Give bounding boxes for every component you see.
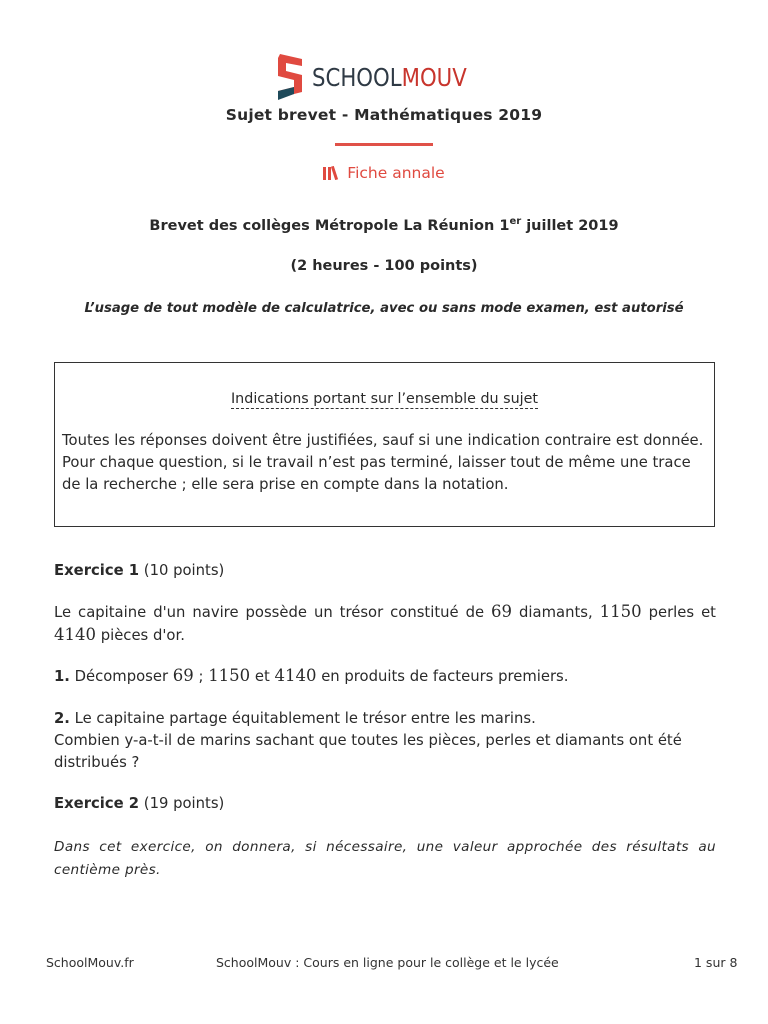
indications-line-2: Pour chaque question, si le travail n’est pas terminé, laisser tout de même une trace de la recherche ; elle sera prise en compte dans la notation. [62,454,691,494]
indications-line-1: Toutes les réponses doivent être justifiées, sauf si une indication contraire est donnée. [62,432,704,449]
calculator-note: L’usage de tout modèle de calculatrice, avec ou sans mode examen, est autorisé [84,301,684,316]
exam-title-ordinal: er [509,216,522,227]
library-books-icon [323,166,343,184]
math-4140: 4140 [54,625,96,645]
indications-text [62,430,707,497]
exercise-1-question-1: 1. Décomposer 69 ; 1150 et 4140 en produits de facteurs premiers. [54,666,569,685]
indications-title: Indications portant sur l’ensemble du sujet [230,391,539,407]
exam-title-main: Brevet des collèges Métropole La Réunion 1 [149,218,510,234]
schoolmouv-s-icon [274,54,304,100]
fiche-annale-badge [0,164,768,184]
indications-box [54,362,715,527]
exercise-1-question-2: 2. Le capitaine partage équitablement le trésor entre les marins. Combien y-a-t-il de marins sachant que toutes les pièces, perles et diamants ont été distribués ? [54,710,682,772]
document-title: Sujet brevet - Mathématiques 2019 [225,106,543,124]
logo-text-school: SCHOOL [311,62,402,92]
exam-title-date: juillet 2019 [521,218,619,234]
title-underline [335,143,433,146]
exercise-1-heading: Exercice 1 (10 points) [54,562,225,579]
schoolmouv-logo [0,52,768,102]
math-1150: 1150 [599,602,642,621]
exercise-2-note: Dans cet exercice, on donnera, si nécessaire, une valeur approchée des résultats au centième près. [54,839,716,878]
logo-wordmark [312,63,467,92]
fiche-annale-label: Fiche annale [347,164,445,182]
exercise-2-heading: Exercice 2 (19 points) [54,795,225,812]
math-69: 69 [491,602,513,621]
footer-tagline: SchoolMouv : Cours en ligne pour le collège et le lycée [216,955,559,970]
logo-text-mouv: MOUV [401,62,467,92]
footer-site: SchoolMouv.fr [46,955,134,970]
exam-duration: (2 heures - 100 points) [290,258,478,274]
exam-title [0,216,768,234]
exercise-1-intro: Le capitaine d'un navire possède un trésor constitué de 69 diamants, 1150 perles et 4140 pièces d'or. [54,602,716,645]
footer-page-number: 1 sur 8 [694,955,738,970]
